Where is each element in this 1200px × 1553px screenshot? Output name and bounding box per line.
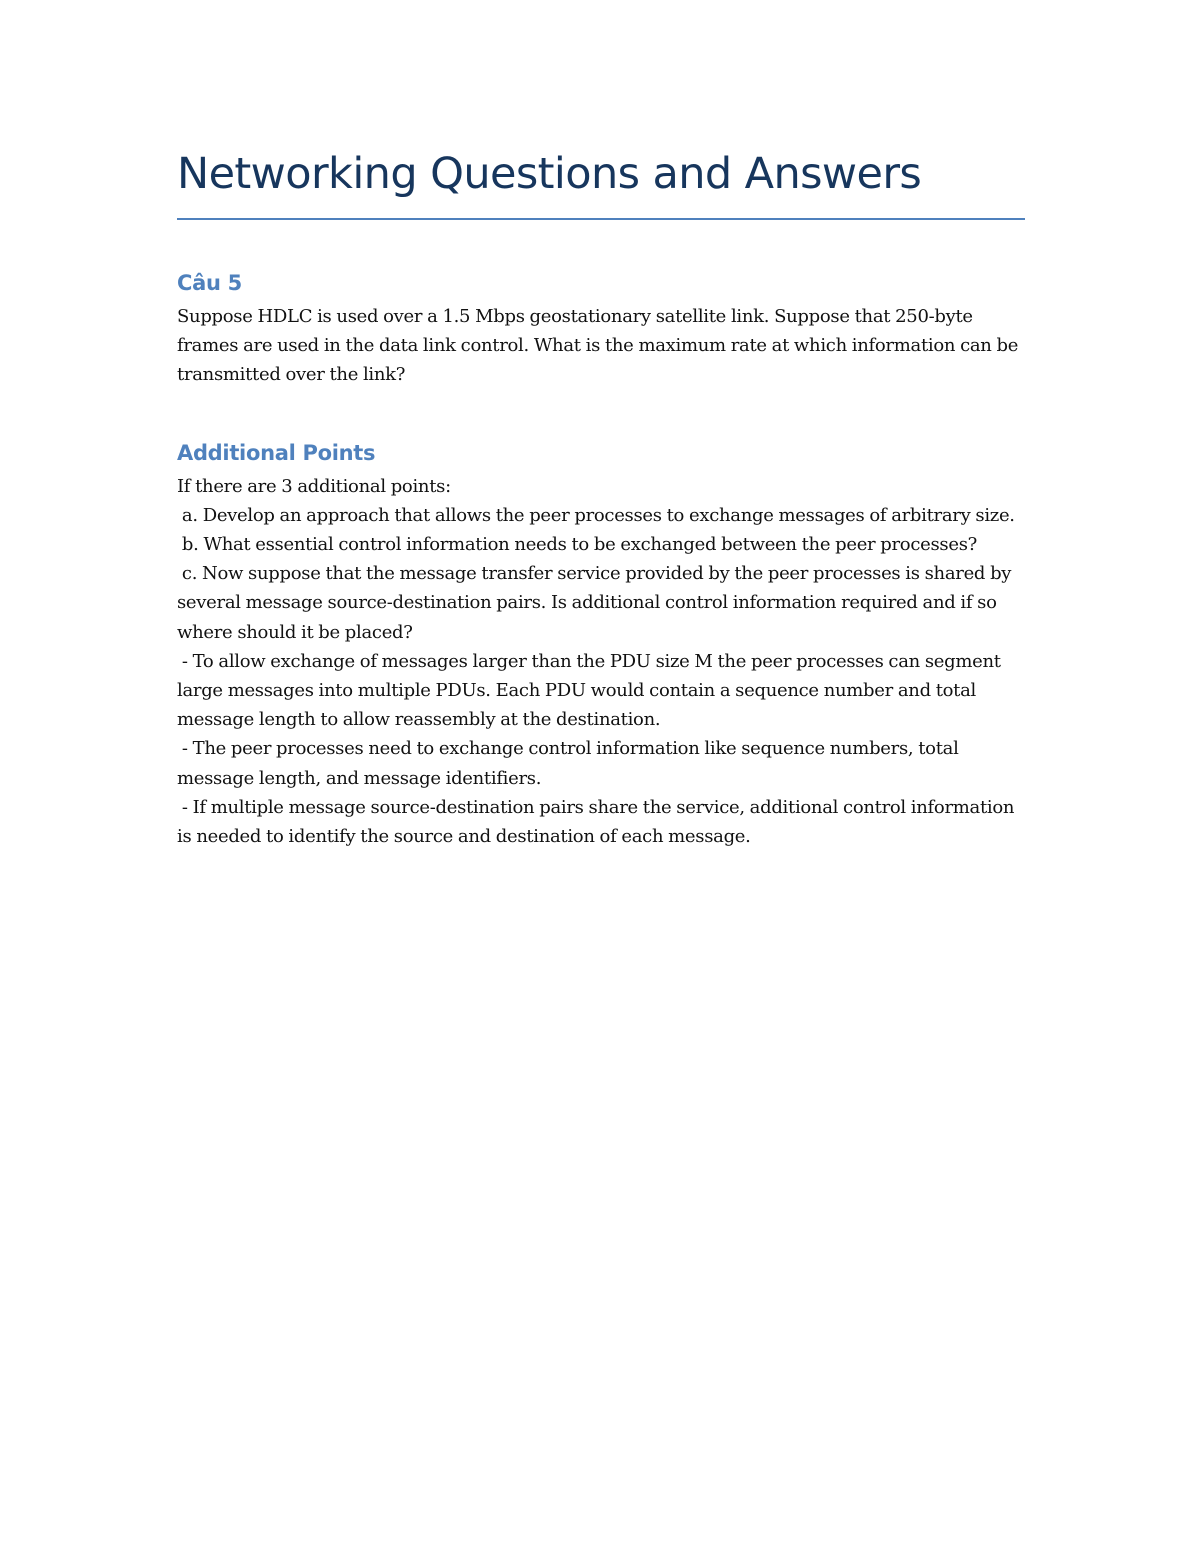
answer-a: - To allow exchange of messages larger than the PDU size M the peer processes can segment large messages into multiple PDUs. Each PDU would contain a sequence number and total message length to allow reassembly at the destination.	[177, 650, 1006, 731]
section-heading-cau-5: Câu 5	[177, 271, 242, 295]
intro-line: If there are 3 additional points:	[177, 475, 451, 497]
section-body-additional-points	[177, 472, 1025, 852]
point-a: a. Develop an approach that allows the peer processes to exchange messages of arbitrary size.	[177, 504, 1015, 526]
point-b: b. What essential control information needs to be exchanged between the peer processes?	[177, 534, 977, 556]
section-heading-additional-points: Additional Points	[177, 440, 376, 465]
answer-b: - The peer processes need to exchange control information like sequence numbers, total message length, and message identifiers.	[177, 738, 964, 789]
document-title: Networking Questions and Answers	[177, 140, 1025, 220]
answer-c: - If multiple message source-destination pairs share the service, additional control information is needed to identify the source and destination of each message.	[177, 796, 1020, 848]
question-paragraph: Suppose HDLC is used over a 1.5 Mbps geostationary satellite link. Suppose that 250-byte frames are used in the data link control. What is the maximum rate at which information can be transmitted over the link?	[177, 306, 1024, 386]
document-content	[177, 140, 1025, 851]
point-c: c. Now suppose that the message transfer service provided by the peer processes is shared by several message source-destination pairs. Is additional control information required and if so where should it be placed?	[177, 563, 1017, 643]
section-body-cau-5	[177, 302, 1025, 390]
